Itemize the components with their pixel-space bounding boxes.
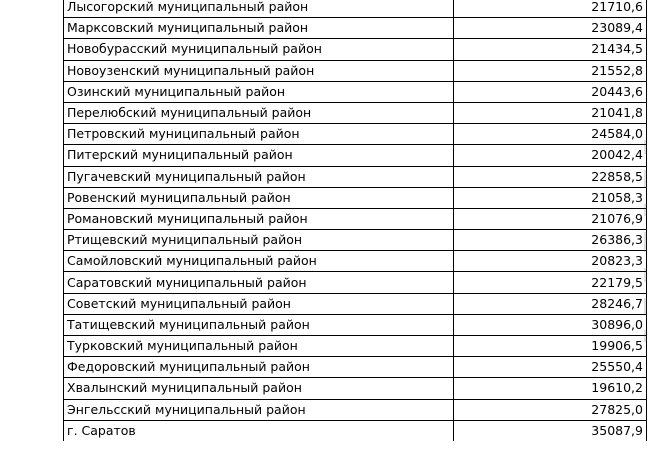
- district-value: 22179,5: [454, 272, 647, 293]
- table-row: [64, 166, 647, 187]
- district-value: 28246,7: [454, 293, 647, 314]
- district-value: 21552,8: [454, 60, 647, 81]
- district-name: Советский муниципальный район: [64, 293, 454, 314]
- district-name: Петровский муниципальный район: [64, 124, 454, 145]
- district-value: 22858,5: [454, 166, 647, 187]
- district-value: 26386,3: [454, 230, 647, 251]
- district-value: 27825,0: [454, 399, 647, 420]
- table-row: [64, 293, 647, 314]
- district-value: 30896,0: [454, 314, 647, 335]
- district-name: Самойловский муниципальный район: [64, 251, 454, 272]
- table-row: [64, 145, 647, 166]
- district-name: Ртищевский муниципальный район: [64, 230, 454, 251]
- document-sheet: [63, 0, 643, 441]
- district-name: Пугачевский муниципальный район: [64, 166, 454, 187]
- district-name: Турковский муниципальный район: [64, 336, 454, 357]
- district-name: Новоузенский муниципальный район: [64, 60, 454, 81]
- district-value: 23089,4: [454, 18, 647, 39]
- district-value: 21710,6: [454, 0, 647, 18]
- district-name: Новобурасский муниципальный район: [64, 39, 454, 60]
- table-row: [64, 399, 647, 420]
- district-name: Федоровский муниципальный район: [64, 357, 454, 378]
- district-name: Питерский муниципальный район: [64, 145, 454, 166]
- district-name: Романовский муниципальный район: [64, 208, 454, 229]
- table-row: [64, 208, 647, 229]
- district-value: 20823,3: [454, 251, 647, 272]
- district-name: Хвалынский муниципальный район: [64, 378, 454, 399]
- table-row: [64, 0, 647, 18]
- district-name: Саратовский муниципальный район: [64, 272, 454, 293]
- table-row: [64, 420, 647, 441]
- district-value: 24584,0: [454, 124, 647, 145]
- district-value: 21434,5: [454, 39, 647, 60]
- data-table: [63, 0, 647, 441]
- table-row: [64, 187, 647, 208]
- table-row: [64, 39, 647, 60]
- district-name: г. Саратов: [64, 420, 454, 441]
- table-row: [64, 378, 647, 399]
- district-value: 21076,9: [454, 208, 647, 229]
- table-row: [64, 336, 647, 357]
- table-row: [64, 81, 647, 102]
- district-name: Татищевский муниципальный район: [64, 314, 454, 335]
- district-value: 20042,4: [454, 145, 647, 166]
- table-row: [64, 124, 647, 145]
- table-row: [64, 357, 647, 378]
- district-value: 25550,4: [454, 357, 647, 378]
- district-name: Лысогорский муниципальный район: [64, 0, 454, 18]
- table-row: [64, 18, 647, 39]
- table-row: [64, 272, 647, 293]
- table-row: [64, 314, 647, 335]
- district-value: 19906,5: [454, 336, 647, 357]
- district-name: Перелюбский муниципальный район: [64, 102, 454, 123]
- watermark-graphic: [639, 100, 653, 370]
- district-value: 21058,3: [454, 187, 647, 208]
- table-row: [64, 60, 647, 81]
- table-row: [64, 230, 647, 251]
- district-value: 21041,8: [454, 102, 647, 123]
- watermark: [639, 100, 653, 370]
- table-row: [64, 251, 647, 272]
- district-value: 19610,2: [454, 378, 647, 399]
- district-name: Ровенский муниципальный район: [64, 187, 454, 208]
- table-row: [64, 102, 647, 123]
- district-name: Энгельсский муниципальный район: [64, 399, 454, 420]
- district-name: Марксовский муниципальный район: [64, 18, 454, 39]
- district-value: 20443,6: [454, 81, 647, 102]
- district-name: Озинский муниципальный район: [64, 81, 454, 102]
- district-value: 35087,9: [454, 420, 647, 441]
